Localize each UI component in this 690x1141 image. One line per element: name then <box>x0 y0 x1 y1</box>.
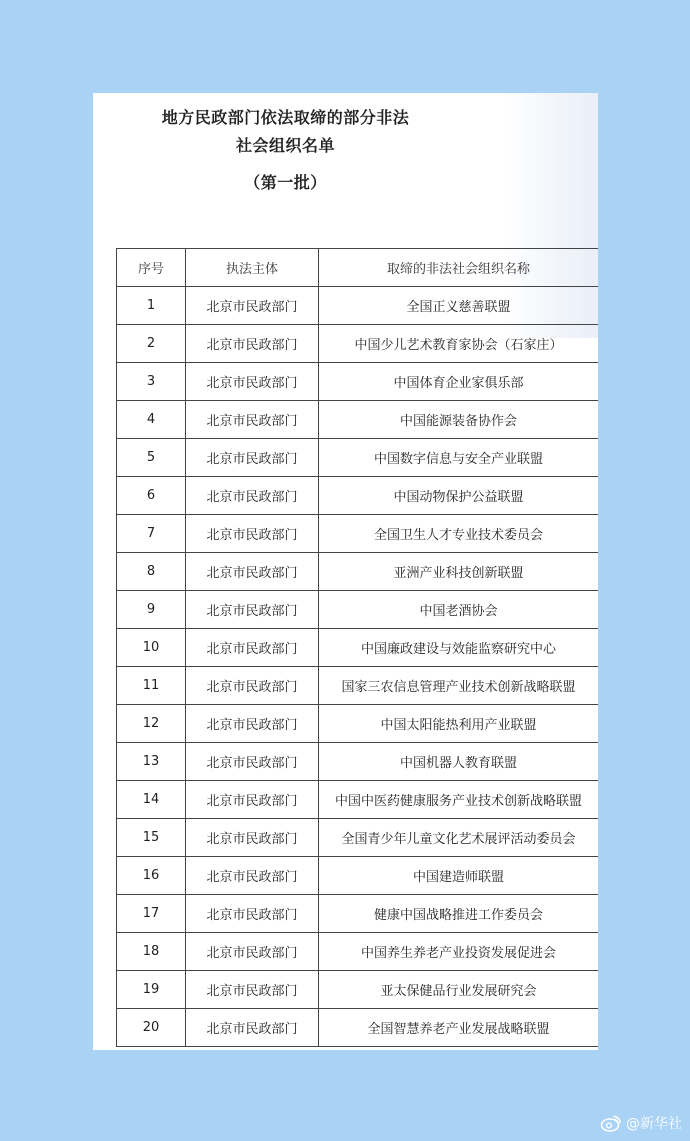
table-row <box>117 667 599 705</box>
row-index-cell: 5 <box>117 439 186 477</box>
row-index-cell: 15 <box>117 819 186 857</box>
row-index-cell: 12 <box>117 705 186 743</box>
row-authority-cell: 北京市民政部门 <box>186 895 319 933</box>
organization-table <box>116 248 598 1047</box>
row-authority-cell: 北京市民政部门 <box>186 743 319 781</box>
row-authority-cell: 北京市民政部门 <box>186 781 319 819</box>
header-authority: 执法主体 <box>186 249 319 287</box>
row-authority-cell: 北京市民政部门 <box>186 629 319 667</box>
row-organization-cell: 全国青少年儿童文化艺术展评活动委员会 <box>319 819 599 857</box>
table-row <box>117 857 599 895</box>
row-organization-cell: 中国数字信息与安全产业联盟 <box>319 439 599 477</box>
row-authority-cell: 北京市民政部门 <box>186 439 319 477</box>
row-organization-cell: 全国卫生人才专业技术委员会 <box>319 515 599 553</box>
watermark <box>600 1113 682 1133</box>
document-title-line2: 社会组织名单 <box>235 136 335 155</box>
row-organization-cell: 中国动物保护公益联盟 <box>319 477 599 515</box>
row-authority-cell: 北京市民政部门 <box>186 971 319 1009</box>
document-page <box>93 93 598 1050</box>
row-organization-cell: 中国机器人教育联盟 <box>319 743 599 781</box>
table-header-row <box>117 249 599 287</box>
table-row <box>117 705 599 743</box>
table-row <box>117 439 599 477</box>
table-row <box>117 629 599 667</box>
row-index-cell: 20 <box>117 1009 186 1047</box>
table-row <box>117 553 599 591</box>
row-index-cell: 6 <box>117 477 186 515</box>
row-index-cell: 19 <box>117 971 186 1009</box>
row-authority-cell: 北京市民政部门 <box>186 933 319 971</box>
row-organization-cell: 中国能源装备协作会 <box>319 401 599 439</box>
document-title-line1: 地方民政部门依法取缔的部分非法 <box>161 108 410 127</box>
table-row <box>117 591 599 629</box>
row-index-cell: 17 <box>117 895 186 933</box>
table-row <box>117 1009 599 1047</box>
table-body <box>117 287 599 1047</box>
row-organization-cell: 中国体育企业家俱乐部 <box>319 363 599 401</box>
table-row <box>117 363 599 401</box>
row-authority-cell: 北京市民政部门 <box>186 477 319 515</box>
row-organization-cell: 亚太保健品行业发展研究会 <box>319 971 599 1009</box>
row-index-cell: 16 <box>117 857 186 895</box>
row-organization-cell: 中国老酒协会 <box>319 591 599 629</box>
header-index: 序号 <box>117 249 186 287</box>
row-index-cell: 13 <box>117 743 186 781</box>
table-row <box>117 971 599 1009</box>
row-authority-cell: 北京市民政部门 <box>186 857 319 895</box>
row-index-cell: 4 <box>117 401 186 439</box>
header-organization-name: 取缔的非法社会组织名称 <box>319 249 599 287</box>
table-row <box>117 477 599 515</box>
row-authority-cell: 北京市民政部门 <box>186 515 319 553</box>
row-index-cell: 8 <box>117 553 186 591</box>
row-authority-cell: 北京市民政部门 <box>186 667 319 705</box>
row-organization-cell: 亚洲产业科技创新联盟 <box>319 553 599 591</box>
row-authority-cell: 北京市民政部门 <box>186 591 319 629</box>
row-index-cell: 2 <box>117 325 186 363</box>
table-row <box>117 401 599 439</box>
row-authority-cell: 北京市民政部门 <box>186 819 319 857</box>
table-row <box>117 819 599 857</box>
row-index-cell: 1 <box>117 287 186 325</box>
row-index-cell: 14 <box>117 781 186 819</box>
row-organization-cell: 中国太阳能热利用产业联盟 <box>319 705 599 743</box>
row-index-cell: 9 <box>117 591 186 629</box>
row-organization-cell: 中国中医药健康服务产业技术创新战略联盟 <box>319 781 599 819</box>
table-row <box>117 743 599 781</box>
row-authority-cell: 北京市民政部门 <box>186 553 319 591</box>
table-row <box>117 781 599 819</box>
row-organization-cell: 全国智慧养老产业发展战略联盟 <box>319 1009 599 1047</box>
table-row <box>117 325 599 363</box>
row-authority-cell: 北京市民政部门 <box>186 363 319 401</box>
row-authority-cell: 北京市民政部门 <box>186 1009 319 1047</box>
table-row <box>117 287 599 325</box>
row-organization-cell: 中国养生养老产业投资发展促进会 <box>319 933 599 971</box>
watermark-text: @新华社 <box>626 1116 682 1132</box>
row-index-cell: 7 <box>117 515 186 553</box>
row-organization-cell: 中国少儿艺术教育家协会（石家庄） <box>319 325 599 363</box>
row-organization-cell: 全国正义慈善联盟 <box>319 287 599 325</box>
row-authority-cell: 北京市民政部门 <box>186 705 319 743</box>
table-row <box>117 933 599 971</box>
table-row <box>117 515 599 553</box>
row-index-cell: 3 <box>117 363 186 401</box>
row-index-cell: 18 <box>117 933 186 971</box>
row-authority-cell: 北京市民政部门 <box>186 325 319 363</box>
row-organization-cell: 国家三农信息管理产业技术创新战略联盟 <box>319 667 599 705</box>
row-organization-cell: 中国建造师联盟 <box>319 857 599 895</box>
row-organization-cell: 健康中国战略推进工作委员会 <box>319 895 599 933</box>
document-batch-label: （第一批） <box>244 173 327 192</box>
row-organization-cell: 中国廉政建设与效能监察研究中心 <box>319 629 599 667</box>
row-index-cell: 10 <box>117 629 186 667</box>
table-row <box>117 895 599 933</box>
row-authority-cell: 北京市民政部门 <box>186 287 319 325</box>
weibo-icon <box>600 1114 622 1132</box>
row-index-cell: 11 <box>117 667 186 705</box>
row-authority-cell: 北京市民政部门 <box>186 401 319 439</box>
